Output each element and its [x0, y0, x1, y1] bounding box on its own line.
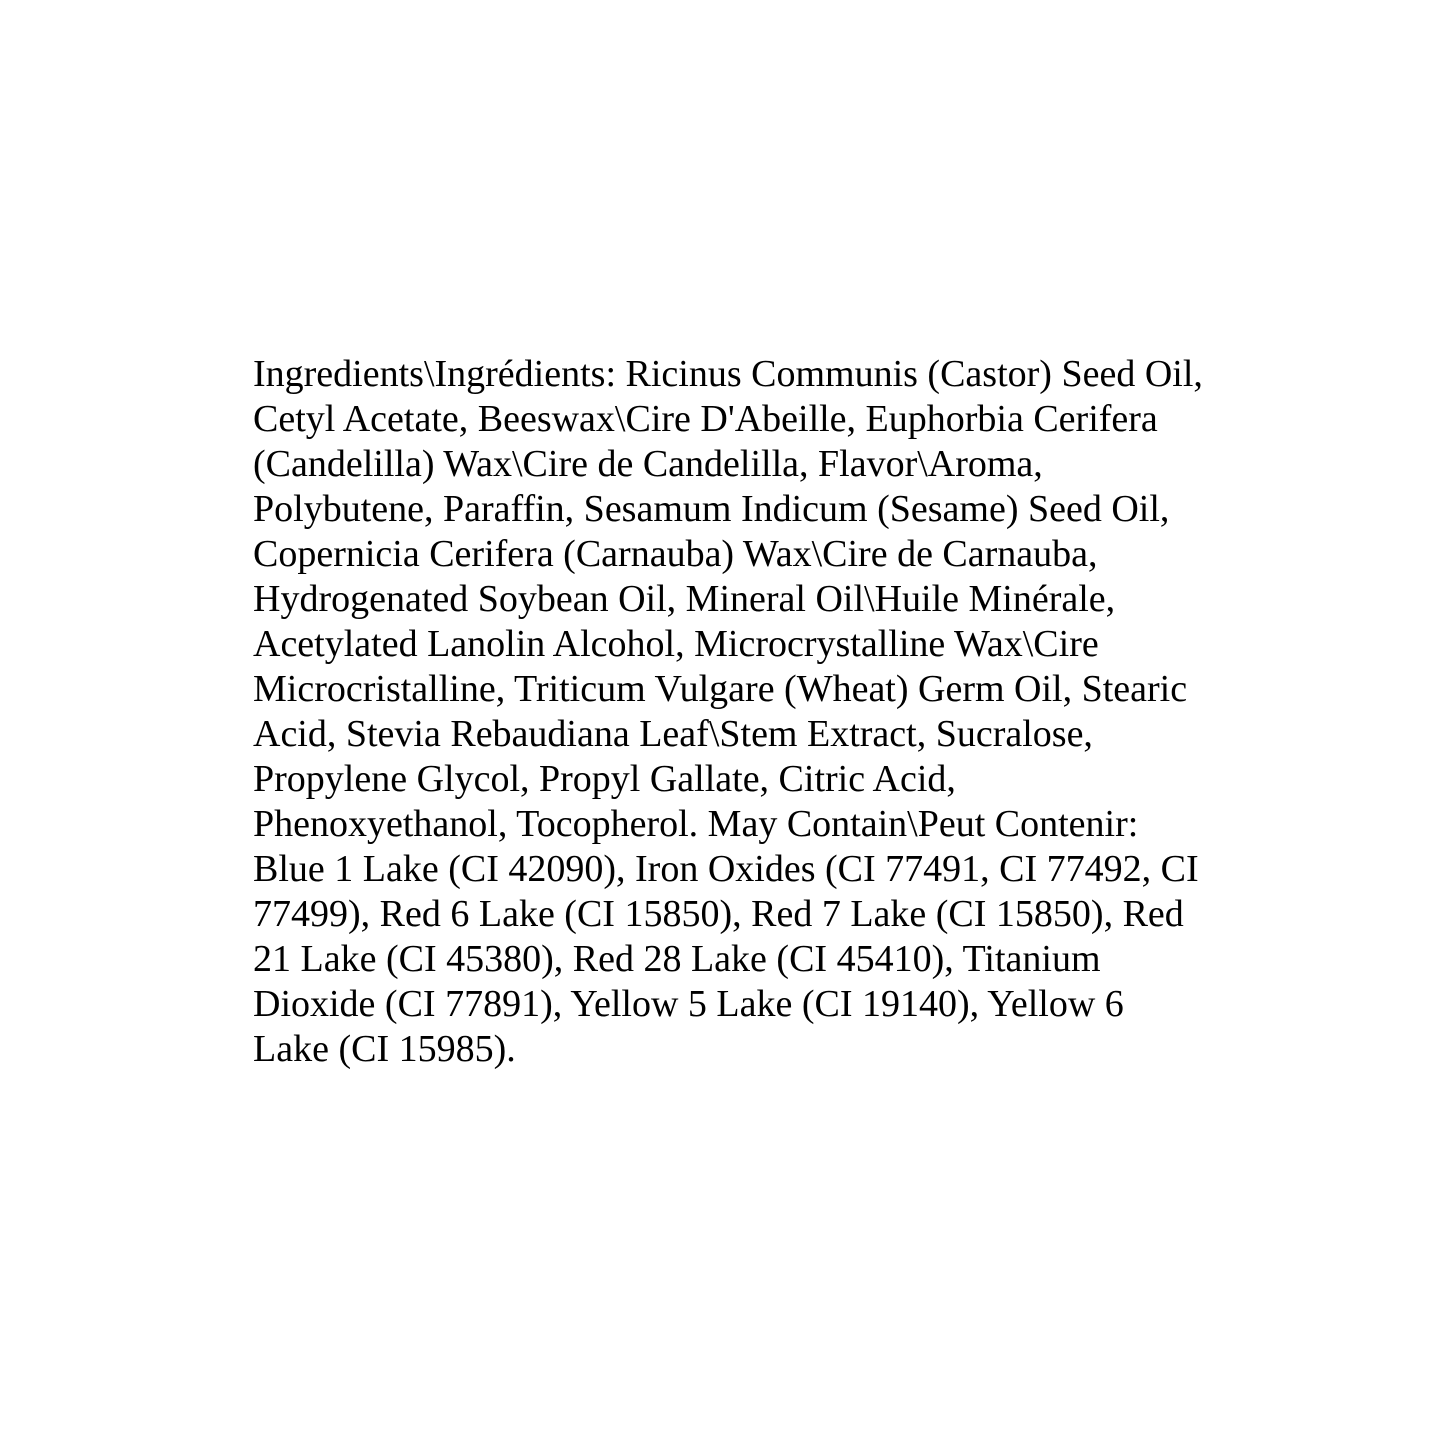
- ingredients-line: Acid, Stevia Rebaudiana Leaf\Stem Extract, Sucralose,: [253, 713, 1093, 755]
- ingredients-paragraph: [253, 352, 1263, 1072]
- ingredients-line: Cetyl Acetate, Beeswax\Cire D'Abeille, Euphorbia Cerifera: [253, 398, 1158, 440]
- ingredients-line: Ingredients\Ingrédients: Ricinus Communis (Castor) Seed Oil,: [253, 353, 1203, 395]
- ingredients-line: Microcristalline, Triticum Vulgare (Wheat) Germ Oil, Stearic: [253, 668, 1188, 710]
- ingredients-line: Lake (CI 15985).: [253, 1028, 516, 1070]
- ingredients-line: Acetylated Lanolin Alcohol, Microcrystalline Wax\Cire: [253, 623, 1099, 665]
- ingredients-line: Blue 1 Lake (CI 42090), Iron Oxides (CI 77491, CI 77492, CI: [253, 848, 1199, 890]
- ingredients-line: Hydrogenated Soybean Oil, Mineral Oil\Huile Minérale,: [253, 578, 1116, 620]
- ingredients-line: Polybutene, Paraffin, Sesamum Indicum (Sesame) Seed Oil,: [253, 488, 1170, 530]
- ingredients-line: 77499), Red 6 Lake (CI 15850), Red 7 Lake (CI 15850), Red: [253, 893, 1184, 935]
- ingredients-line: Copernicia Cerifera (Carnauba) Wax\Cire de Carnauba,: [253, 533, 1098, 575]
- ingredients-line: 21 Lake (CI 45380), Red 28 Lake (CI 45410), Titanium: [253, 938, 1101, 980]
- ingredients-line: (Candelilla) Wax\Cire de Candelilla, Flavor\Aroma,: [253, 443, 1043, 485]
- ingredients-line: Dioxide (CI 77891), Yellow 5 Lake (CI 19140), Yellow 6: [253, 983, 1124, 1025]
- ingredients-line: Propylene Glycol, Propyl Gallate, Citric Acid,: [253, 758, 956, 800]
- ingredients-line: Phenoxyethanol, Tocopherol. May Contain\Peut Contenir:: [253, 803, 1139, 845]
